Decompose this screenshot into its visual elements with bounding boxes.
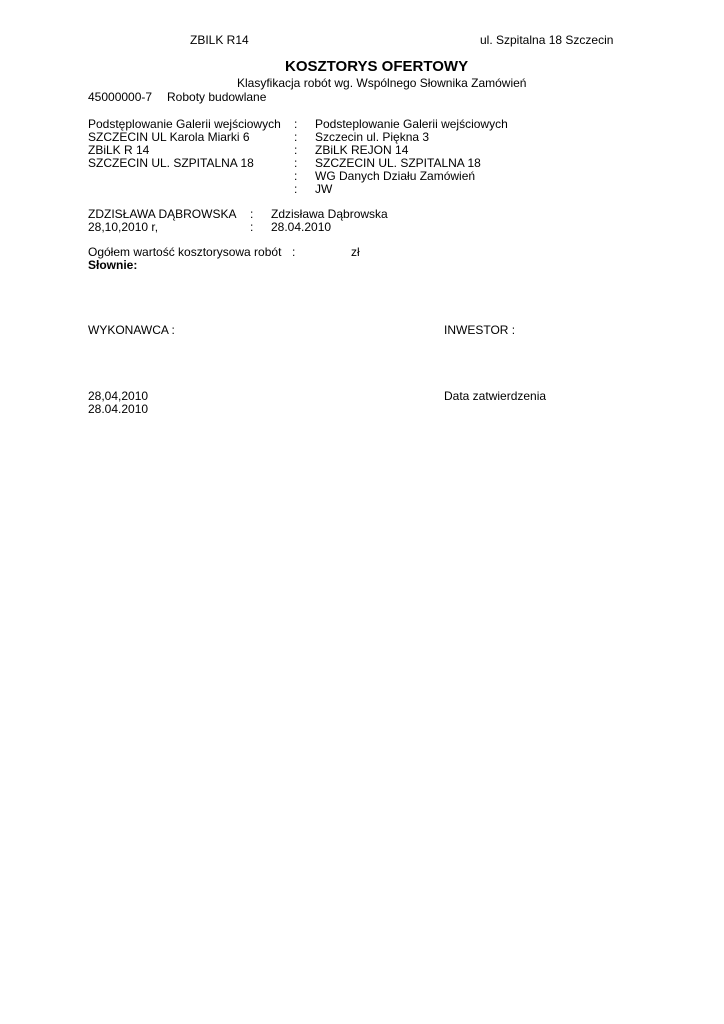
document-title: KOSZTORYS OFERTOWY xyxy=(285,58,469,75)
date-separator: : xyxy=(250,220,254,234)
info-separator: : xyxy=(294,182,298,196)
info-separator: : xyxy=(294,169,298,183)
date-label: 28,10,2010 r, xyxy=(88,220,159,234)
header-left: ZBILK R14 xyxy=(190,33,249,47)
classification-name: Roboty budowlane xyxy=(167,90,267,104)
header-right: ul. Szpitalna 18 Szczecin xyxy=(480,33,614,47)
info-label: ZBiLK R 14 xyxy=(88,143,150,157)
document-subtitle: Klasyfikacja robót wg. Wspólnego Słownika Zamówień xyxy=(237,76,527,90)
info-value: Szczecin ul. Piękna 3 xyxy=(315,130,430,144)
investor-label: INWESTOR : xyxy=(444,323,516,337)
info-separator: : xyxy=(294,156,298,170)
total-label: Ogółem wartość kosztorysowa robót xyxy=(88,245,282,259)
info-label: SZCZECIN UL Karola Miarki 6 xyxy=(88,130,250,144)
info-separator: : xyxy=(294,117,298,131)
total-currency: zł xyxy=(351,245,360,259)
author-label: ZDZISŁAWA DĄBROWSKA xyxy=(88,207,237,221)
info-value: SZCZECIN UL. SZPITALNA 18 xyxy=(315,156,481,170)
info-value: Podsteplowanie Galerii wejściowych xyxy=(315,117,508,131)
info-label: Podstęplowanie Galerii wejściowych xyxy=(88,117,281,131)
info-value: ZBiLK REJON 14 xyxy=(315,143,409,157)
info-separator: : xyxy=(294,143,298,157)
contractor-label: WYKONAWCA : xyxy=(88,323,175,337)
total-separator: : xyxy=(292,245,296,259)
info-value: WG Danych Działu Zamówień xyxy=(315,169,476,183)
contractor-date: 28,04,2010 xyxy=(88,389,149,403)
total-in-words-label: Słownie: xyxy=(88,258,138,272)
author-separator: : xyxy=(250,207,254,221)
author-value: Zdzisława Dąbrowska xyxy=(271,207,388,221)
info-value: JW xyxy=(315,182,333,196)
contractor-date-secondary: 28.04.2010 xyxy=(88,402,149,416)
date-value: 28.04.2010 xyxy=(271,220,332,234)
approval-date-label: Data zatwierdzenia xyxy=(444,389,547,403)
info-label: SZCZECIN UL. SZPITALNA 18 xyxy=(88,156,254,170)
classification-code: 45000000-7 xyxy=(88,90,153,104)
info-separator: : xyxy=(294,130,298,144)
